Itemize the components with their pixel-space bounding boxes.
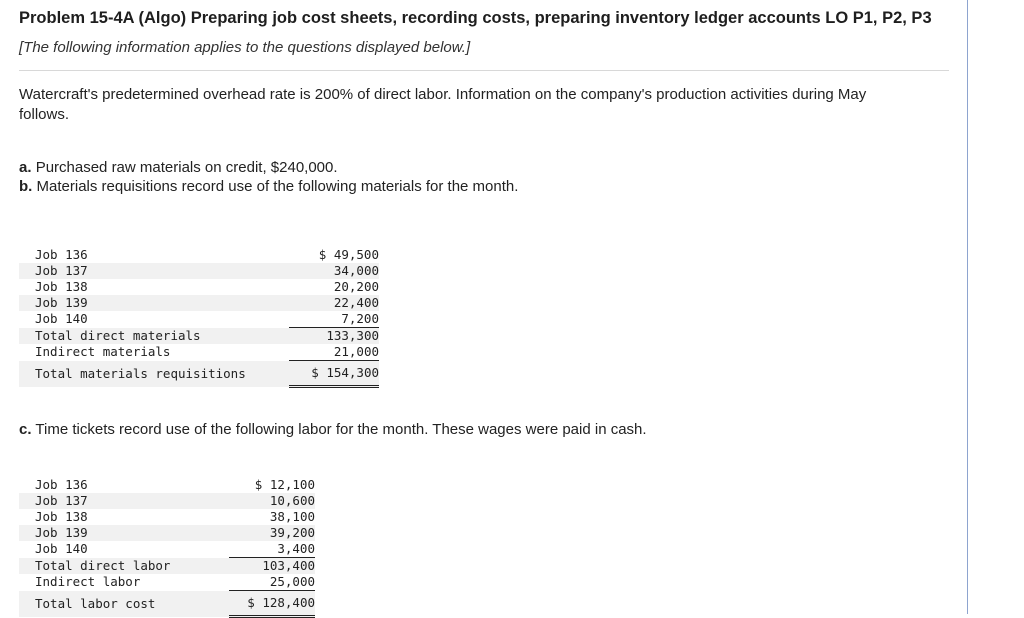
table-row [19,541,315,558]
row-label: Job 138 [35,509,88,524]
row-amount: 21,000 [289,344,379,361]
table-row [19,311,379,328]
intro-paragraph: Watercraft's predetermined overhead rate is 200% of direct labor. Information on the company's production activities during May follows. [19,86,867,123]
item-b-letter: b. [19,178,33,195]
table-row [19,477,315,493]
row-amount: 38,100 [269,509,315,524]
problem-title: Problem 15-4A (Algo) Preparing job cost sheets, recording costs, preparing inventory ledger accounts LO P1, P2, P3 [19,9,932,27]
item-a-letter: a. [19,159,32,176]
divider [19,70,949,71]
row-label: Total direct labor [19,558,229,575]
row-label: Job 140 [35,311,88,327]
table-row [19,509,315,525]
row-amount: $ 12,100 [254,477,315,492]
row-label: Job 138 [35,279,88,294]
labor-table [19,477,315,618]
row-label: Indirect materials [35,344,171,360]
item-c-text: Time tickets record use of the following labor for the month. These wages were paid in cash. [35,421,647,438]
item-c-letter: c. [19,421,32,438]
row-amount: 22,400 [289,295,379,311]
item-list [19,158,949,196]
row-amount: 103,400 [229,558,315,575]
row-label: Job 139 [19,295,289,311]
row-label: Total materials requisitions [19,361,289,387]
table-row [19,279,379,295]
row-label: Job 139 [19,525,229,541]
row-amount: 39,200 [229,525,315,541]
row-label: Total labor cost [19,591,229,617]
row-amount: 133,300 [289,328,379,345]
row-amount: 10,600 [229,493,315,509]
item-c [19,420,647,439]
table-row [19,493,315,509]
table-row [19,574,315,591]
item-b-text: Materials requisitions record use of the following materials for the month. [36,178,519,195]
row-amount: 3,400 [229,541,315,558]
table-row [19,328,379,345]
item-b [19,177,949,196]
problem-content [19,0,949,611]
table-row [19,591,315,617]
row-label: Job 136 [35,477,88,492]
row-amount: 7,200 [289,311,379,328]
row-amount: $ 49,500 [318,247,379,262]
row-label: Job 137 [19,263,289,279]
table-row [19,263,379,279]
row-label: Job 140 [35,541,88,557]
table-row [19,295,379,311]
table-row [19,525,315,541]
row-label: Indirect labor [35,574,141,590]
info-note: [The following information applies to the questions displayed below.] [19,39,471,56]
materials-table [19,247,379,388]
row-label: Job 137 [19,493,229,509]
table-row [19,247,379,263]
row-label: Total direct materials [19,328,289,345]
right-border [967,0,968,614]
row-amount: 34,000 [289,263,379,279]
item-a [19,158,949,177]
table-row [19,558,315,575]
item-a-text: Purchased raw materials on credit, $240,000. [35,159,338,176]
table-row [19,344,379,361]
row-amount: $ 154,300 [289,361,379,387]
row-amount: $ 128,400 [229,591,315,617]
row-amount: 25,000 [229,574,315,591]
row-label: Job 136 [35,247,88,262]
table-row [19,361,379,387]
row-amount: 20,200 [333,279,379,294]
